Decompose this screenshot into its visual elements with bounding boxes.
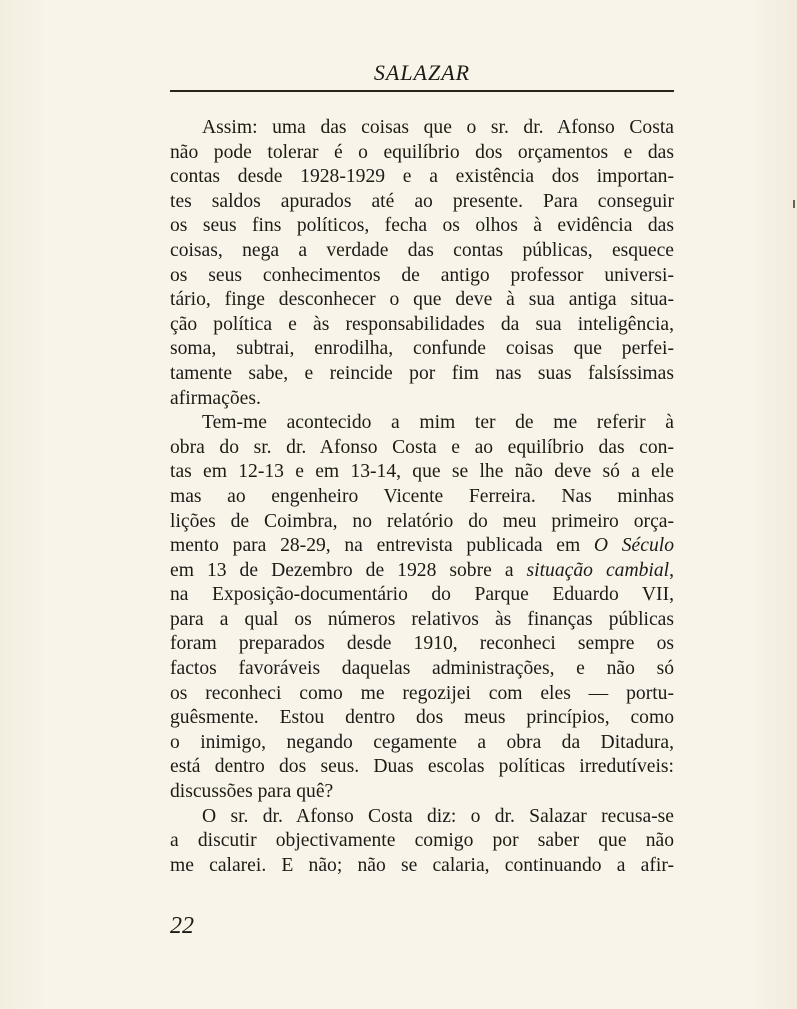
text-line: Assim: uma das coisas que o sr. dr. Afonso Costa (202, 117, 674, 138)
text-line: tes saldos apurados até ao presente. Para conseguir (170, 190, 674, 212)
text-line: tas em 12-13 e em 13-14, que se lhe não deve só a ele (170, 461, 674, 483)
text-line: lições de Coimbra, no relatório do meu primeiro orça- (170, 510, 674, 532)
text-line: a discutir objectivamente comigo por saber que não (170, 830, 674, 852)
text-run: em 13 de Dezembro de 1928 sobre a (170, 559, 527, 581)
text-line: os seus fins políticos, fecha os olhos à evidência das (170, 215, 674, 237)
text-line: obra do sr. dr. Afonso Costa e ao equilíbrio das con- (170, 436, 674, 458)
text-line: soma, subtrai, enrodilha, confunde coisas que perfei- (170, 338, 674, 360)
text-line: tamente sabe, e reincide por fim nas suas falsíssimas (170, 362, 674, 384)
text-line: tário, finge desconhecer o que deve à sua antiga situa- (170, 289, 674, 311)
italic-phrase: situação cambial (526, 559, 670, 581)
text-run: mento para 28-29, na entrevista publicada em (170, 535, 594, 557)
body-text (170, 116, 674, 878)
text-line: os seus conhecimentos de antigo professor universi- (170, 264, 674, 286)
text-line (170, 534, 674, 559)
text-line: coisas, nega a verdade das contas públicas, esquece (170, 239, 674, 261)
text-line: foram preparados desde 1910, reconheci sempre os (170, 633, 674, 655)
page-number: 22 (170, 913, 194, 939)
text-line: Tem-me acontecido a mim ter de me referir à (202, 412, 674, 434)
text-line: ção política e às responsabilidades da sua inteligência, (170, 313, 674, 335)
text-line: não pode tolerar é o equilíbrio dos orçamentos e das (170, 141, 674, 163)
text-line: para a qual os números relativos às finanças públicas (170, 608, 674, 630)
text-line: me calarei. E não; não se calaria, continuando a afir- (170, 854, 674, 876)
paragraph (170, 805, 674, 879)
text-line: contas desde 1928-1929 e a existência dos importan- (170, 166, 674, 188)
paragraph (170, 411, 674, 805)
text-line: factos favoráveis daquelas administrações, e não só (170, 658, 674, 680)
text-line: está dentro dos seus. Duas escolas políticas irredutíveis: (170, 756, 674, 778)
text-line: O sr. dr. Afonso Costa diz: o dr. Salazar recusa-se (202, 805, 674, 827)
text-line: guêsmente. Estou dentro dos meus princípios, como (170, 707, 674, 729)
text-line: discussões para quê? (170, 781, 334, 803)
text-line: na Exposição-documentário do Parque Eduardo VII, (170, 584, 674, 606)
header-rule (170, 90, 674, 92)
text-line: os reconheci como me regozijei com eles — portu- (170, 682, 674, 704)
page-edge-mark (793, 200, 795, 208)
text-line: o inimigo, negando cegamente a obra da Ditadura, (170, 731, 674, 753)
text-line (170, 559, 674, 584)
text-run: , (669, 559, 674, 581)
running-head: SALAZAR (373, 60, 471, 85)
text-line: afirmações. (170, 387, 261, 409)
paragraph (170, 116, 674, 411)
text-line: mas ao engenheiro Vicente Ferreira. Nas minhas (170, 485, 674, 507)
italic-title: O Século (593, 535, 674, 557)
